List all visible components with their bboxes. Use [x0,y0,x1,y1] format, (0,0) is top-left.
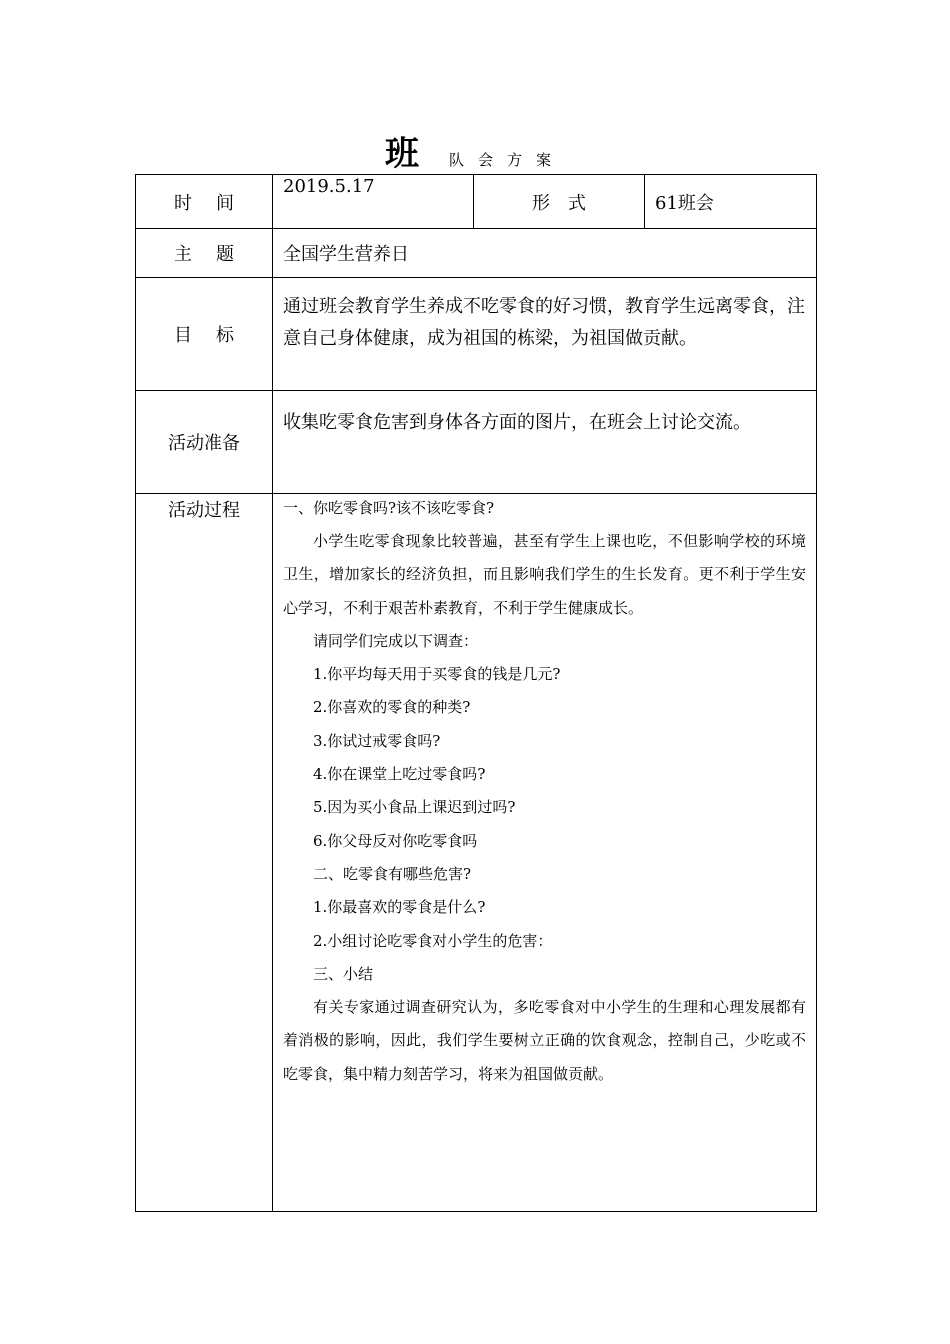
prep-label: 活动准备 [136,391,273,494]
process-line: 三、小结 [313,964,374,983]
row-process [136,494,817,1212]
time-value: 2019.5.17 [273,175,474,229]
process-line: 二、吃零食有哪些危害? [313,864,472,883]
process-line: 一、你吃零食吗?该不该吃零食? [283,499,495,517]
process-content [273,494,816,1091]
process-line: 请同学们完成以下调查： [313,631,479,650]
theme-value: 全国学生营养日 [273,229,817,278]
process-line: 4.你在课堂上吃过零食吗? [313,765,486,784]
prep-cell [273,391,817,494]
prep-value: 收集吃零食危害到身体各方面的图片，在班会上讨论交流。 [283,412,751,433]
process-label: 活动过程 [136,494,273,1212]
process-line: 2.你喜欢的零食的种类? [313,698,471,717]
row-prep [136,391,817,494]
form-value: 61班会 [645,175,817,229]
process-line: 有关专家通过调查研究认为，多吃零食对中小学生的生理和心理发展都有着消极的影响，因此，我们学生要树立正确的饮食观念，控制自己，少吃或不吃零食，集中精力刻苦学习，将来为祖国做贡献。 [283,998,806,1083]
row-theme [136,229,817,278]
form-label: 形式 [474,175,645,229]
process-line: 1.你平均每天用于买零食的钱是几元? [313,665,561,684]
process-line: 6.你父母反对你吃零食吗 [313,831,478,850]
title-main: 班 [384,134,419,174]
process-line: 5.因为买小食品上课迟到过吗? [313,798,516,817]
row-time [136,175,817,229]
goal-value: 通过班会教育学生养成不吃零食的好习惯，教育学生远离零食，注意自己身体健康，成为祖国的栋梁，为祖国做贡献。 [283,296,805,349]
goal-cell [273,278,817,391]
document-title [0,126,950,175]
goal-label: 目标 [136,278,273,391]
title-subtitle: 队会方案 [448,151,565,169]
process-cell [273,494,817,1212]
process-line: 2.小组讨论吃零食对小学生的危害： [313,931,553,950]
row-goal [136,278,817,391]
process-line: 3.你试过戒零食吗? [313,731,441,750]
theme-label: 主题 [136,229,273,278]
process-line: 1.你最喜欢的零食是什么? [313,898,486,917]
time-label: 时间 [136,175,273,229]
plan-table [135,174,817,1212]
process-line: 小学生吃零食现象比较普遍，甚至有学生上课也吃，不但影响学校的环境卫生，增加家长的经济负担，而且影响我们学生的生长发育。更不利于学生安心学习，不利于艰苦朴素教育，不利于学生健康成长。 [283,532,806,617]
